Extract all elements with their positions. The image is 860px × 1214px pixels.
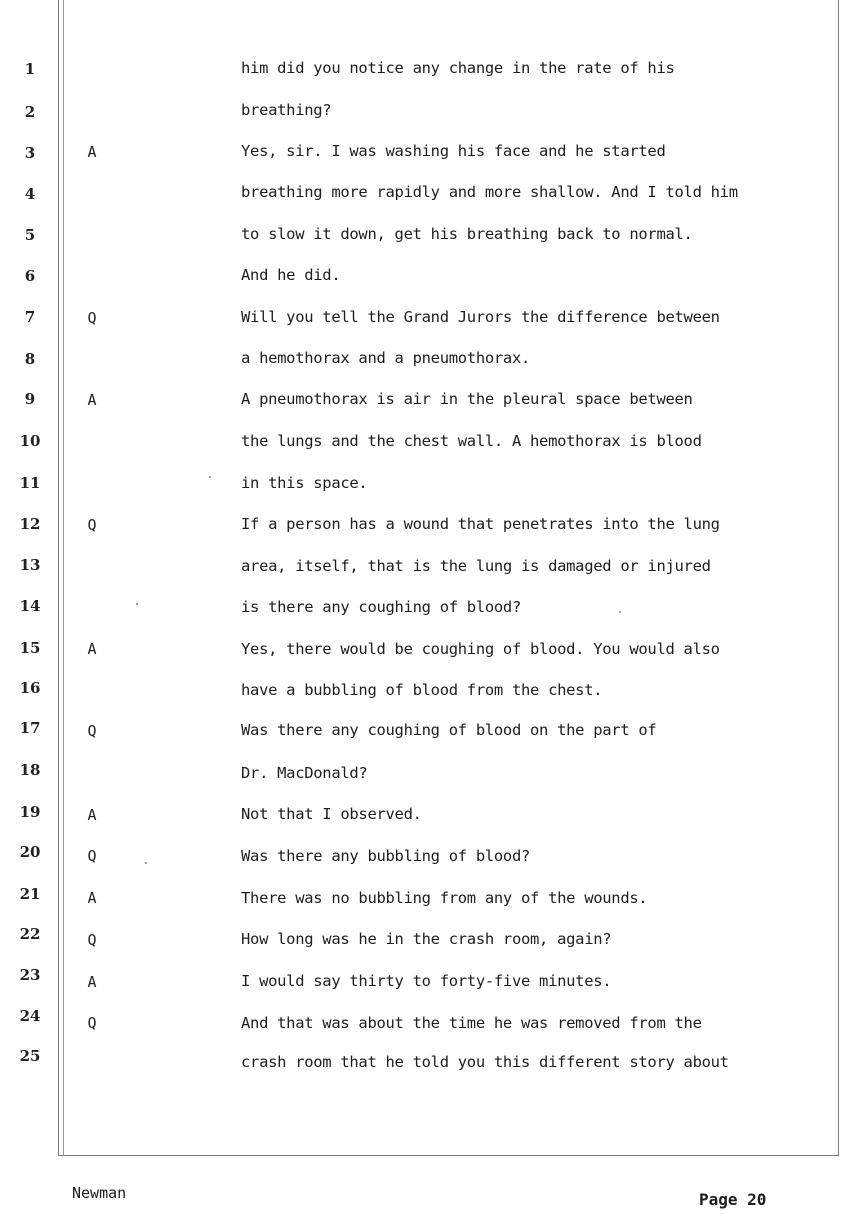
speaker-label-9: A (87, 391, 97, 409)
line-text-9: A pneumothorax is air in the pleural space between (241, 390, 693, 408)
speaker-label-21: A (87, 889, 97, 907)
line-number-7: 7 (24, 308, 36, 326)
page-number: Page 20 (699, 1190, 767, 1209)
line-number-23: 23 (19, 966, 41, 984)
line-text-22: How long was he in the crash room, again? (241, 930, 612, 948)
line-number-19: 19 (19, 803, 41, 821)
line-text-6: And he did. (241, 266, 341, 284)
line-text-23: I would say thirty to forty-five minutes. (241, 972, 612, 990)
speaker-label-22: Q (87, 931, 97, 949)
line-number-11: 11 (19, 474, 41, 492)
witness-name: Newman (72, 1184, 127, 1202)
line-text-10: the lungs and the chest wall. A hemothorax is blood (241, 432, 702, 450)
line-text-15: Yes, there would be coughing of blood. You would also (241, 640, 720, 658)
scan-speck (145, 862, 147, 864)
line-number-15: 15 (19, 639, 41, 657)
line-number-5: 5 (24, 226, 36, 244)
line-number-6: 6 (24, 267, 36, 285)
line-number-25: 25 (19, 1047, 41, 1065)
speaker-label-15: A (87, 640, 97, 658)
line-number-10: 10 (19, 432, 41, 450)
speaker-label-19: A (87, 806, 97, 824)
line-text-11: in this space. (241, 474, 368, 492)
line-text-8: a hemothorax and a pneumothorax. (241, 349, 531, 367)
line-number-14: 14 (19, 597, 41, 615)
left-margin-rule-inner (63, 0, 64, 1156)
scan-speck (209, 476, 211, 478)
line-text-17: Was there any coughing of blood on the part of (241, 721, 657, 739)
line-number-21: 21 (19, 885, 41, 903)
speaker-label-20: Q (87, 847, 97, 865)
line-number-24: 24 (19, 1007, 41, 1025)
line-number-18: 18 (19, 761, 41, 779)
line-text-12: If a person has a wound that penetrates into the lung (241, 515, 720, 533)
line-number-12: 12 (19, 515, 41, 533)
line-text-1: him did you notice any change in the rate of his (241, 59, 675, 77)
line-number-8: 8 (24, 350, 36, 368)
left-margin-rule-outer (58, 0, 59, 1156)
line-number-9: 9 (24, 390, 36, 408)
line-text-19: Not that I observed. (241, 805, 422, 823)
line-number-17: 17 (19, 719, 41, 737)
speaker-label-23: A (87, 973, 97, 991)
right-margin-rule (838, 0, 839, 1156)
line-number-2: 2 (24, 103, 36, 121)
speaker-label-12: Q (87, 516, 97, 534)
line-text-18: Dr. MacDonald? (241, 764, 368, 782)
line-number-4: 4 (24, 185, 36, 203)
line-number-1: 1 (24, 60, 36, 78)
line-number-22: 22 (19, 925, 41, 943)
bottom-margin-rule (58, 1155, 839, 1156)
line-text-5: to slow it down, get his breathing back to normal. (241, 225, 693, 243)
scan-speck (136, 603, 138, 605)
line-text-7: Will you tell the Grand Jurors the difference between (241, 308, 720, 326)
line-text-2: breathing? (241, 101, 332, 119)
line-text-20: Was there any bubbling of blood? (241, 847, 531, 865)
line-number-3: 3 (24, 144, 36, 162)
line-text-3: Yes, sir. I was washing his face and he started (241, 142, 666, 160)
scan-speck (619, 611, 621, 613)
speaker-label-24: Q (87, 1014, 97, 1032)
speaker-label-3: A (87, 143, 97, 161)
line-text-25: crash room that he told you this different story about (241, 1053, 729, 1071)
line-text-24: And that was about the time he was removed from the (241, 1014, 702, 1032)
line-text-14: is there any coughing of blood? (241, 598, 521, 616)
line-number-16: 16 (19, 679, 41, 697)
speaker-label-7: Q (87, 309, 97, 327)
speaker-label-17: Q (87, 722, 97, 740)
line-number-13: 13 (19, 556, 41, 574)
line-text-4: breathing more rapidly and more shallow. And I told him (241, 183, 738, 201)
line-number-20: 20 (19, 843, 41, 861)
line-text-13: area, itself, that is the lung is damaged or injured (241, 557, 711, 575)
line-text-16: have a bubbling of blood from the chest. (241, 681, 603, 699)
line-text-21: There was no bubbling from any of the wounds. (241, 889, 648, 907)
